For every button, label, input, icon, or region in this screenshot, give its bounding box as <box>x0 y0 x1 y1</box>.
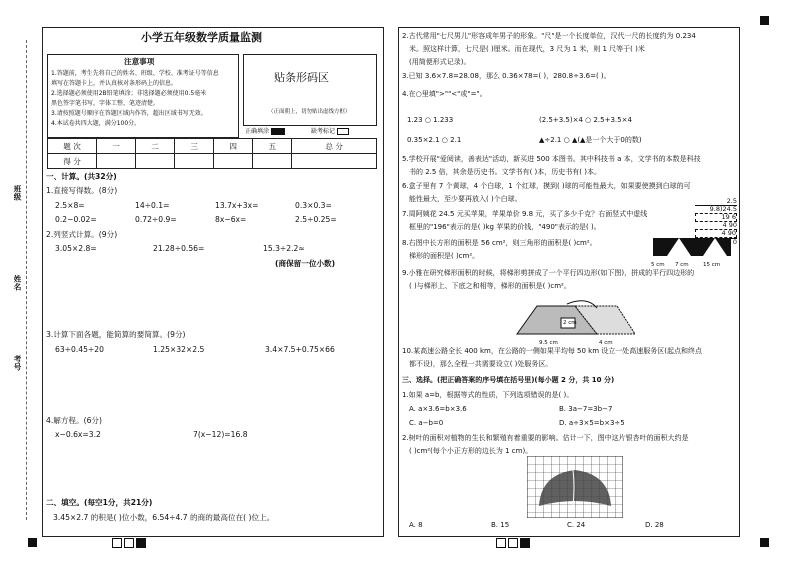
r-q9: 9.小雅在研究梯形面积的时候，将梯形剪拼成了一个平行四边形(如下图)，拼成的平行四边形的 <box>402 269 695 277</box>
s3-q1-option: D. a÷3×5=b×3÷5 <box>559 419 625 427</box>
fig9-label: 2 cm <box>563 320 577 326</box>
footer-mark-icon <box>496 538 506 548</box>
s3-q1: 1.如果 a=b，根据等式的性质，下列选项错误的是( )。 <box>402 391 574 399</box>
score-header: 五 <box>253 139 292 154</box>
score-header: 总 分 <box>292 139 377 154</box>
q4-title: 4.解方程。(6分) <box>46 416 102 425</box>
section2-title: 二、填空。(每空1分，共21分) <box>46 498 153 507</box>
division-line: 0 <box>695 238 737 246</box>
answer-sheet-left <box>42 27 384 537</box>
right-page-footer <box>496 538 532 548</box>
score-header: 四 <box>214 139 253 154</box>
division-line: 4 90 <box>722 221 737 229</box>
q1-title: 1.直接写得数。(8分) <box>46 186 118 195</box>
score-cell[interactable] <box>292 154 377 169</box>
registration-mark-bottom-left <box>28 538 37 547</box>
q1-item: 13.7x+3x= <box>215 201 259 210</box>
s3-q1-option: B. 3a−7=3b−7 <box>559 405 613 413</box>
score-header: 三 <box>175 139 214 154</box>
q3-item: 1.25×32×2.5 <box>153 345 205 354</box>
r-q9b: ( )与梯形上、下底之和相等，梯形的面积是( )cm²。 <box>409 282 571 290</box>
notice-line: 4.本试卷共四大题，满分100分。 <box>51 120 141 127</box>
score-cell[interactable] <box>175 154 214 169</box>
division-line: 9.8)24.5 <box>695 205 737 213</box>
q2-note: (商保留一位小数) <box>275 259 336 268</box>
absent-mark-label: 缺考标记 <box>311 127 351 137</box>
footer-mark-icon <box>124 538 134 548</box>
score-header: 二 <box>136 139 175 154</box>
q1-item: 14÷0.1= <box>135 201 170 210</box>
q2-item: 15.3÷2.2≈ <box>263 244 305 253</box>
s3-q1-option: C. a−b=0 <box>409 419 444 427</box>
q2-item: 3.05×2.8= <box>55 244 97 253</box>
side-label-id: 考号 <box>13 355 22 371</box>
r-q7: 7.周阿姨花 24.5 元买苹果，苹果单价 9.8 元，买了多少千克？右面竖式中虚线 <box>402 210 648 218</box>
score-table <box>47 138 377 169</box>
fig9-label: 9.5 cm <box>539 340 558 346</box>
s3-q2: 2.树叶的面积对植物的生长和繁殖有着重要的影响。估计一下，图中这片银杏叶的面积大约是 <box>402 434 689 442</box>
q3-item: 3.4×7.5+0.75×66 <box>265 345 335 354</box>
q3-item: 63÷0.45÷20 <box>55 345 104 354</box>
q2-item: 21.28÷0.56= <box>153 244 205 253</box>
q4-item: 7(x−12)=16.8 <box>193 430 248 439</box>
fig8-label: 15 cm <box>703 262 721 268</box>
answer-sheet-right <box>398 27 740 537</box>
correct-fill-label: 正确填涂 <box>245 127 287 137</box>
notice-line: 3.请按照题号顺序在答题区域内作答，超出区域书写无效。 <box>51 110 207 117</box>
s3-q2-option: C. 24 <box>567 521 586 529</box>
r-q8: 8.右图中长方形的面积是 56 cm²，则三角形的面积是( )cm²。 <box>402 239 597 247</box>
r-q5b: 书的 2.5 倍，其余是历史书。文学书有( )本，历史书有( )本。 <box>409 168 601 176</box>
side-label-class: 班级 <box>13 185 22 201</box>
section1-title: 一、计算。(共32分) <box>46 172 117 181</box>
r-q8b: 梯形的面积是( )cm²。 <box>409 252 480 260</box>
side-label-name: 姓名 <box>13 275 22 291</box>
division-line: 2.5 <box>726 197 737 205</box>
registration-mark-top-right <box>760 16 769 25</box>
score-header: 一 <box>97 139 136 154</box>
notice-line: 黑色签字笔书写，字体工整、笔迹清楚。 <box>51 100 160 107</box>
division-line: 19 6 <box>695 213 737 222</box>
footer-mark-icon <box>112 538 122 548</box>
fig8-label: 5 cm <box>651 262 665 268</box>
notice-box <box>47 54 239 138</box>
r-q10b: 都不设)，那么全程一共需要设立( )处服务区。 <box>409 360 553 368</box>
division-line: 4 90 <box>695 229 737 238</box>
r-q7b: 框里的"196"表示的是( )kg 苹果的价钱，"490"表示的是( )。 <box>409 223 601 231</box>
q3-title: 3.计算下面各题，能简算的要简算。(9分) <box>46 330 186 339</box>
r-q4-item: 1.23 ○ 1.233 <box>407 116 454 124</box>
binding-line <box>26 40 27 520</box>
fig8-label: 7 cm <box>675 262 689 268</box>
r-q2-line2: 米。照这样计算，七尺是( )厘米。而在现代，3 尺为 1 米，则 1 尺等于( )米 <box>409 45 645 53</box>
r-q4-item: (2.5+3.5)×4 ○ 2.5+3.5×4 <box>539 116 632 124</box>
q1-item: 8x−6x= <box>215 215 247 224</box>
s3-q2-option: B. 15 <box>491 521 510 529</box>
score-cell[interactable] <box>136 154 175 169</box>
section3-title: 三、选择。(把正确答案的序号填在括号里)(每小题 2 分，共 10 分) <box>402 376 615 384</box>
s3-q2-option: A. 8 <box>409 521 423 529</box>
footer-mark-icon <box>520 538 530 548</box>
r-q6b: 能性最大，至少要再放入( )个白球。 <box>409 195 522 203</box>
score-row-label: 得 分 <box>48 154 97 169</box>
score-cell[interactable] <box>253 154 292 169</box>
q1-item: 0.2−0.02= <box>55 215 97 224</box>
q1-item: 2.5÷0.25= <box>295 215 337 224</box>
q4-item: x−0.6x=3.2 <box>55 430 101 439</box>
q1-item: 0.3×0.3= <box>295 201 332 210</box>
notice-title: 注意事项 <box>124 57 155 66</box>
exam-title: 小学五年级数学质量监测 <box>141 31 262 44</box>
barcode-label: 贴条形码区 <box>274 71 329 84</box>
registration-mark-bottom-right <box>760 538 769 547</box>
q2-title: 2.列竖式计算。(9分) <box>46 230 118 239</box>
notice-line: 填写在答题卡上，并认真核对条形码上的信息。 <box>51 80 178 87</box>
score-cell[interactable] <box>97 154 136 169</box>
r-q6: 6.盒子里有 7 个黄球，4 个白球，1 个红球，摸到( )球的可能性最大，如果要使摸到白球的可 <box>402 182 691 190</box>
s3-q2-option: D. 28 <box>645 521 664 529</box>
s3-q1-option: A. a×3.6=b×3.6 <box>409 405 467 413</box>
q1-item: 2.5×8= <box>55 201 85 210</box>
footer-mark-icon <box>136 538 146 548</box>
r-q4-item: ▲÷2.1 ○ ▲(▲是一个大于0的数) <box>539 136 642 144</box>
notice-line: 1.答题前，考生先将自己的姓名、班级、学校、准考证号等信息 <box>51 70 219 77</box>
r-q3: 3.已知 3.6×7.8=28.08，那么 0.36×78=( )，280.8÷3.6=( )。 <box>402 72 611 80</box>
r-q4-item: 0.35×2.1 ○ 2.1 <box>407 136 462 144</box>
barcode-area <box>243 54 377 126</box>
footer-mark-icon <box>508 538 518 548</box>
r-q5: 5.学校开展"爱阅读，善表达"活动，新买进 500 本图书。其中科技书 a 本，文学书的本数是科技 <box>402 155 701 163</box>
r-q4: 4.在○里填">""<"或"="。 <box>402 90 487 98</box>
ginkgo-leaf-grid <box>527 456 623 518</box>
s3-q2b: ( )cm²(每个小正方形的边长为 1 cm)。 <box>409 447 533 455</box>
barcode-note: （正面朝上，切勿贴出虚线方框） <box>268 109 351 115</box>
left-page-footer <box>112 538 148 548</box>
score-header: 题 次 <box>48 139 97 154</box>
q1-item: 0.72÷0.9= <box>135 215 177 224</box>
score-cell[interactable] <box>214 154 253 169</box>
notice-line: 2.选择题必须使用2B铅笔填涂；非选择题必须使用0.5毫米 <box>51 90 207 97</box>
r-q10: 10.某高速公路全长 400 km，在公路的一侧如果平均每 50 km 设立一处高速服务区(起点和终点 <box>402 347 703 355</box>
r-q2-line3: (用简便形式记录)。 <box>409 58 471 66</box>
s2-q1: 3.45×2.7 的积是( )位小数，6.54÷4.7 的商的最高位在( )位上。 <box>53 513 275 522</box>
fig9-label: 4 cm <box>599 340 613 346</box>
r-q2-line1: 2.古代常用"七尺男儿"形容成年男子的形象。"尺"是一个长度单位，汉代一尺的长度约为 0.234 <box>402 32 696 40</box>
